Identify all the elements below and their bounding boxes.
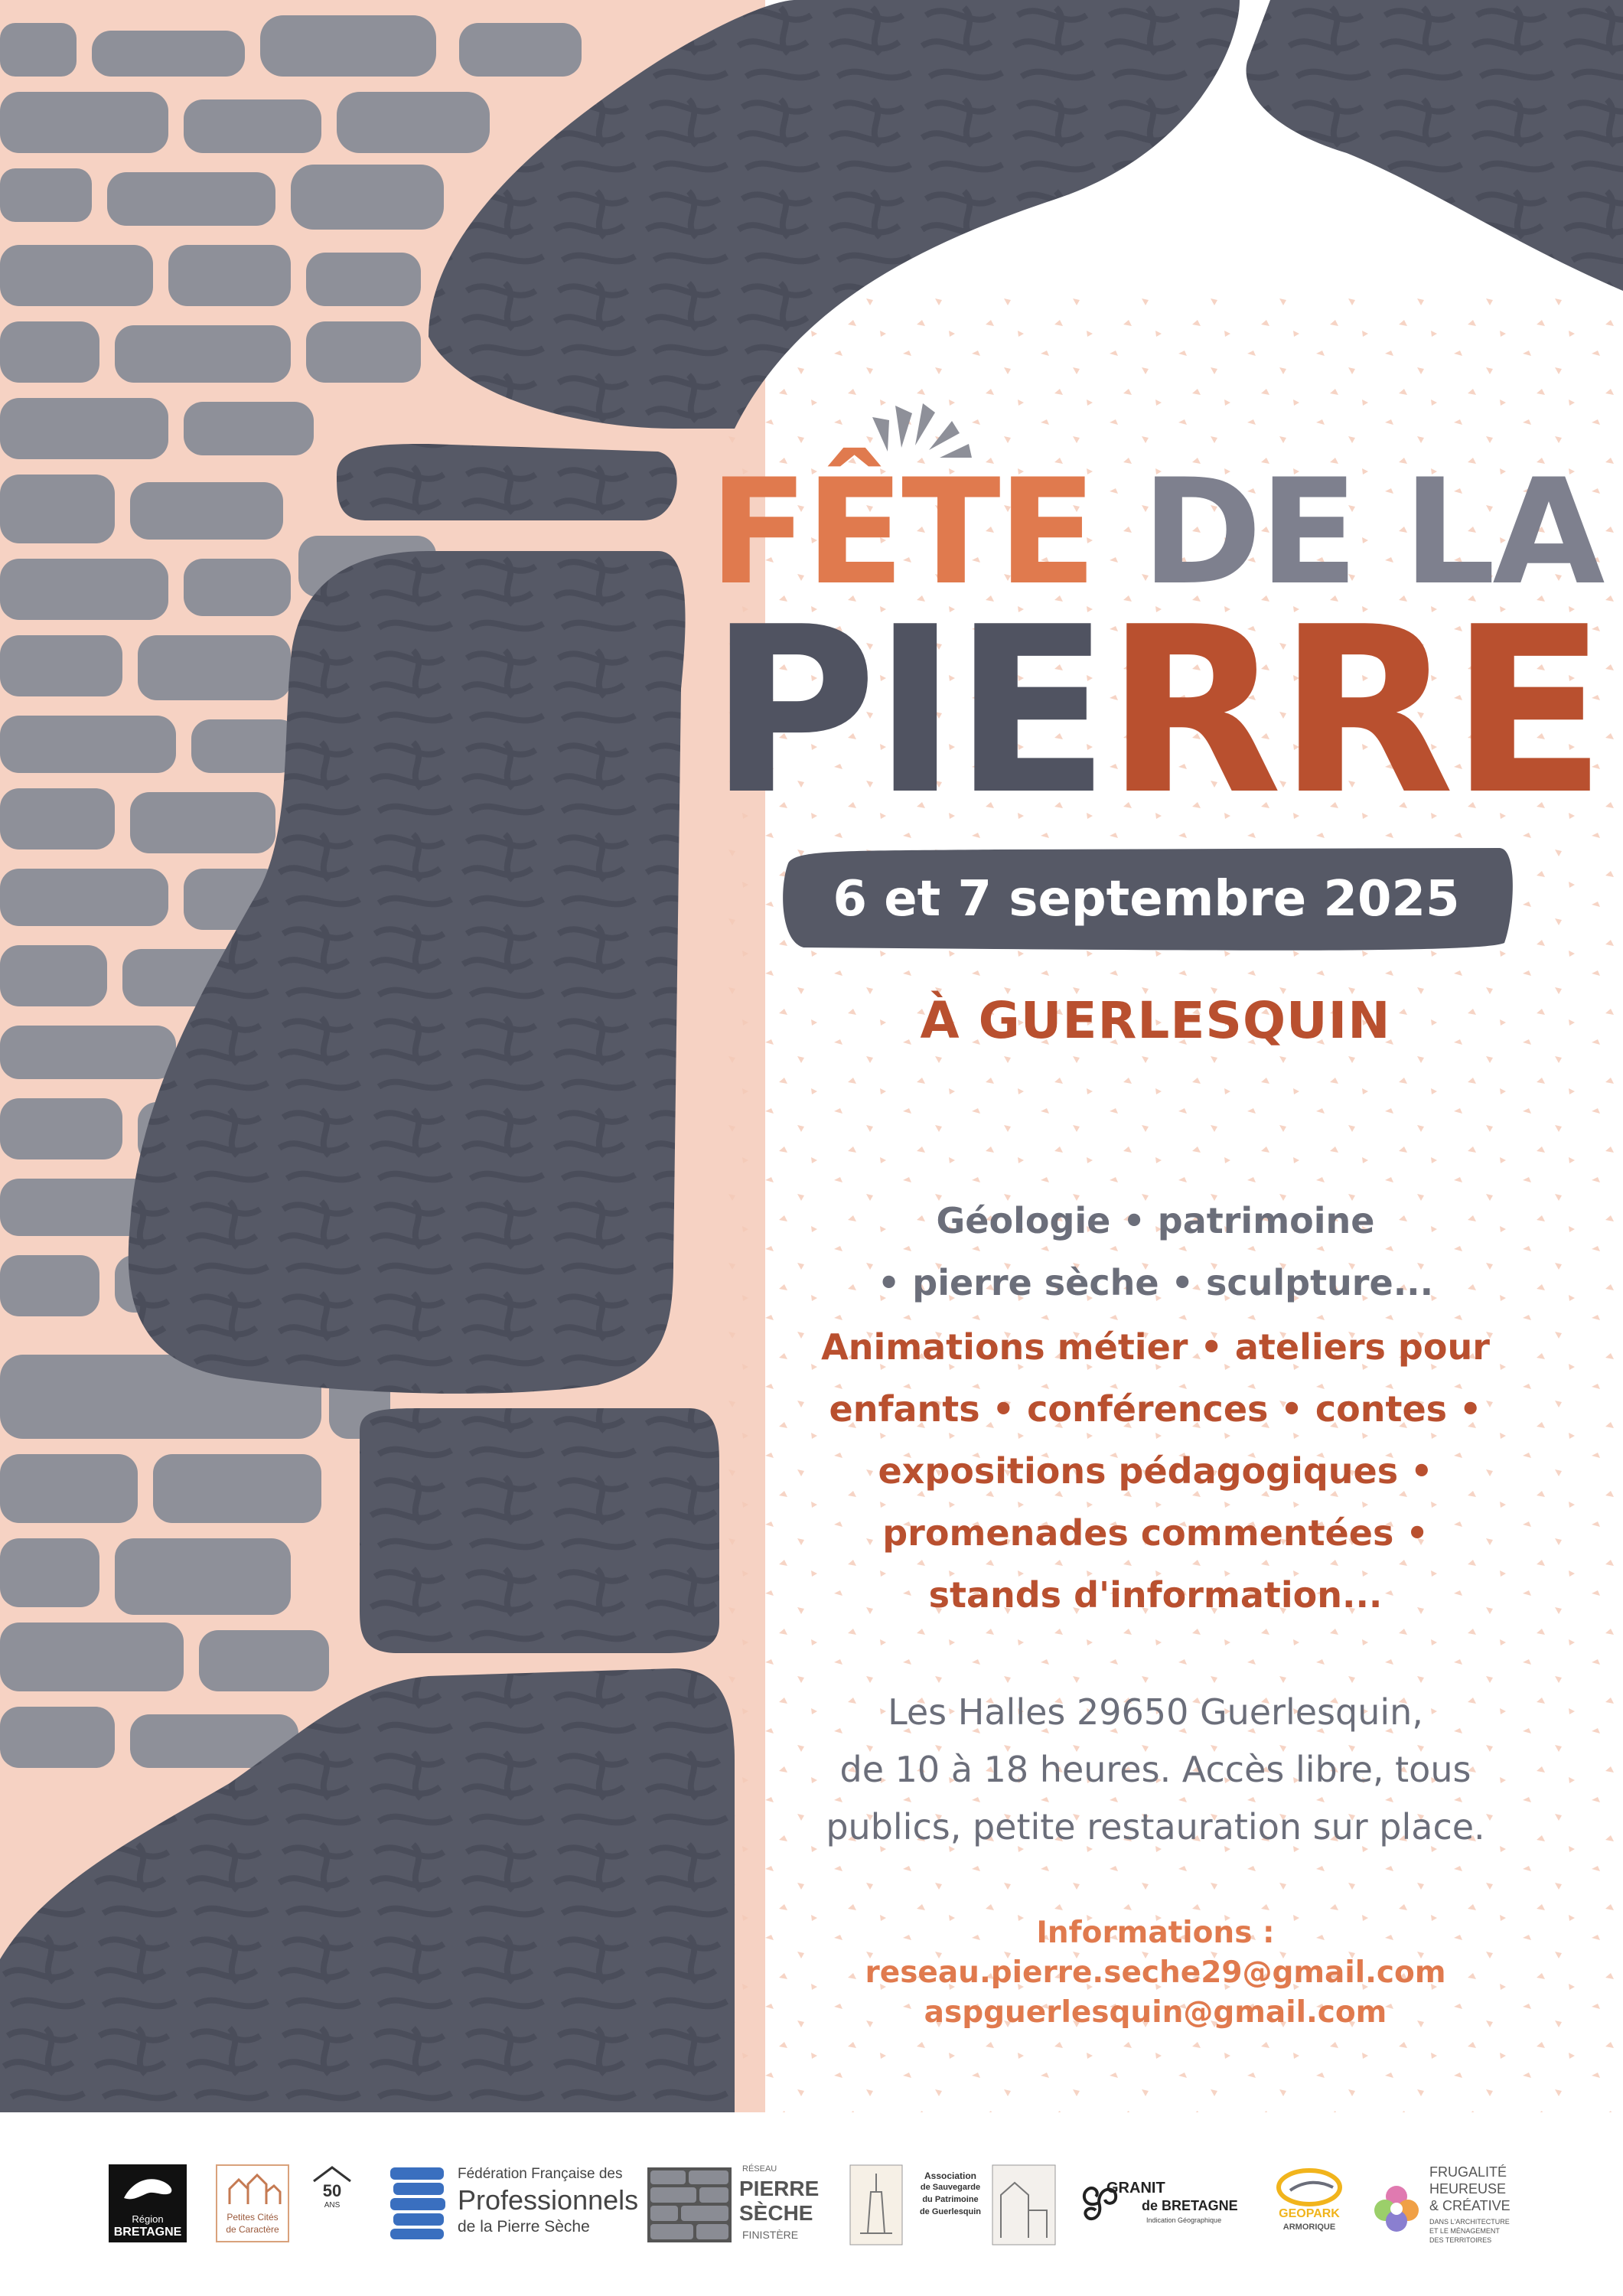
title-letter: P <box>709 578 873 845</box>
title-fete: FÊTE <box>709 448 1142 617</box>
event-date: 6 et 7 septembre 2025 <box>833 871 1460 928</box>
title-la: LA <box>1403 448 1602 617</box>
email-link[interactable]: aspguerlesquin@gmail.com <box>924 1995 1387 2030</box>
logo-region-bretagne: Région BRETAGNE <box>109 2164 187 2242</box>
logo-frugalite: FRUGALITÉ HEUREUSE & CRÉATIVE DANS L'ARCHITECTURE ET LE MÉNAGEMENT DES TERRITOIRES <box>1370 2164 1553 2249</box>
themes-orange <box>689 1316 1622 1626</box>
roof-icon <box>309 2164 355 2183</box>
logo-petites-cites: Petites Cités de Caractère <box>216 2164 289 2242</box>
theme-line: • pierre sèche • sculpture... <box>877 1262 1434 1303</box>
houses-icon <box>217 2170 288 2209</box>
info-line: publics, petite restauration sur place. <box>826 1806 1485 1848</box>
flower-icon <box>1370 2181 1423 2235</box>
practical-info <box>689 1684 1622 1856</box>
church-drawing-icon <box>849 2164 903 2245</box>
theme-line: expositions pédagogiques • <box>878 1450 1433 1492</box>
title-letter: R <box>1277 578 1450 845</box>
title-letter: R <box>1105 578 1278 845</box>
title-letter: I <box>872 578 953 845</box>
info-line: Les Halles 29650 Guerlesquin, <box>888 1691 1423 1733</box>
theme-line: stands d'information... <box>928 1574 1383 1616</box>
title-letter: E <box>1449 578 1602 845</box>
logo-geopark: GEOPARK ARMORIQUE <box>1260 2164 1359 2241</box>
themes-grey <box>689 1190 1622 1314</box>
ermine-icon <box>109 2167 187 2213</box>
stone-stack-icon <box>389 2164 450 2241</box>
theme-line: Géologie • patrimoine <box>936 1200 1375 1241</box>
theme-line: Animations métier • ateliers pour <box>821 1326 1490 1368</box>
logo-association-guerlesquin: Association de Sauvegarde du Patrimoine de Guerlesquin <box>849 2164 1056 2245</box>
castle-drawing-icon <box>992 2164 1056 2245</box>
contact-label: Informations : <box>1036 1916 1275 1950</box>
theme-line: promenades commentées • <box>882 1512 1429 1554</box>
event-place: À GUERLESQUIN <box>920 991 1391 1050</box>
info-line: de 10 à 18 heures. Accès libre, tous <box>839 1749 1471 1790</box>
stone-wall-icon <box>647 2167 732 2242</box>
contact-block <box>689 1913 1622 2033</box>
theme-line: enfants • conférences • contes • <box>829 1388 1482 1430</box>
logo-reseau-pierre-seche: RÉSEAU PIERRE SÈCHE FINISTÈRE <box>647 2164 823 2245</box>
title-letter: E <box>953 578 1106 845</box>
logo-granit-bretagne: GRANIT de BRETAGNE Indication Géographique <box>1076 2164 1244 2241</box>
geopark-swoosh-icon <box>1260 2164 1359 2207</box>
title-de: DE <box>1141 448 1403 617</box>
logo-federation: Fédération Française des Professionnels de la Pierre Sèche <box>389 2164 634 2242</box>
email-link[interactable]: reseau.pierre.seche29@gmail.com <box>865 1955 1446 1990</box>
title-line-2 <box>689 578 1622 845</box>
logo-50-ans: 50 ANS <box>309 2164 355 2242</box>
